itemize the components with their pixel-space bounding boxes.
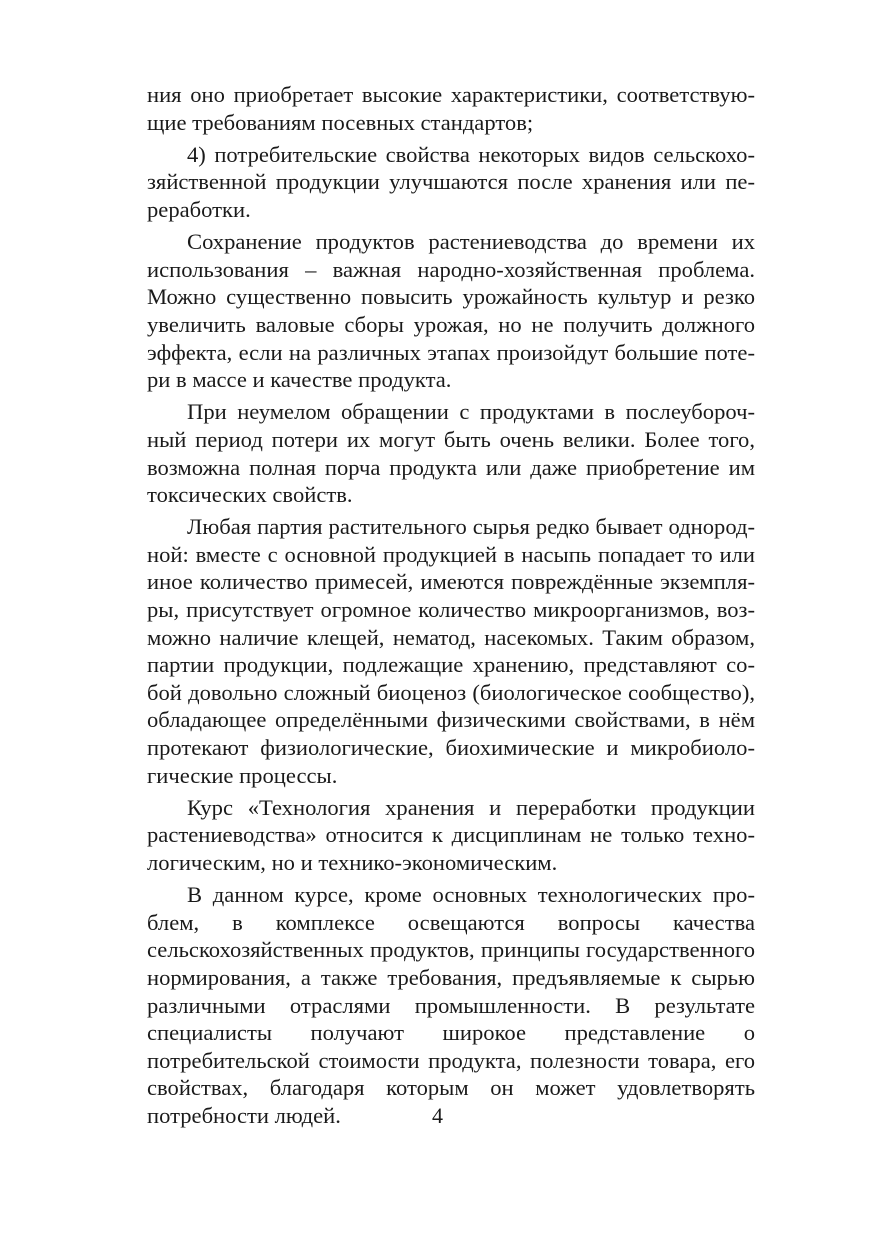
page-number: 4 xyxy=(432,1103,443,1128)
paragraph-preservation: Сохранение продуктов растениеводства до времени их использования – важная народно-хозяйственная проблема. Можно существенно повысить урожайность культур и резко увеличить валовые сборы урожая, но не получить должного эффекта, если на различных этапах произойдут большие потери в массе и качестве продукта. xyxy=(147,229,755,393)
paragraph-course-content: В данном курсе, кроме основных технологических проблем, в комплексе освещаются вопросы качества сельскохозяйственных продуктов, принципы государственного нормирования, а также требования, предъявляемые к сырью различными отраслями промышленности. В результате специалисты получают широкое представление о потребительской стоимости продукта, полезности товара, его свойствах, благодаря которым он может удовлетворять потребности людей. xyxy=(147,882,755,1128)
paragraph-raw-material: Любая партия растительного сырья редко бывает однородной: вместе с основной продукцией в насыпь попадает то или иное количество примесей, имеются повреждённые экземпляры, присутствует огромное количество микроорганизмов, возможно наличие клещей, нематод, насекомых. Таким образом, партии продукции, подлежащие хранению, представляют собой довольно сложный биоценоз (биологическое сообщество), обладающее определёнными физическими свойствами, в нём протекают физиологические, биохимические и микробиологические процессы. xyxy=(147,514,755,788)
page-body xyxy=(147,81,755,1134)
paragraph-course: Курс «Технология хранения и переработки продукции растениеводства» относится к дисциплинам не только технологическим, но и технико-экономическим. xyxy=(147,794,755,875)
paragraph-losses: При неумелом обращении с продуктами в послеуборочный период потери их могут быть очень велики. Более того, возможна полная порча продукта или даже приобретение им токсических свойств. xyxy=(147,399,755,508)
paragraph-continuation: ния оно приобретает высокие характеристики, соответствующие требованиям посевных стандартов; xyxy=(147,82,755,135)
paragraph-item-4: 4) потребительские свойства некоторых видов сельскохозяйственной продукции улучшаются после хранения или переработки. xyxy=(147,141,755,222)
